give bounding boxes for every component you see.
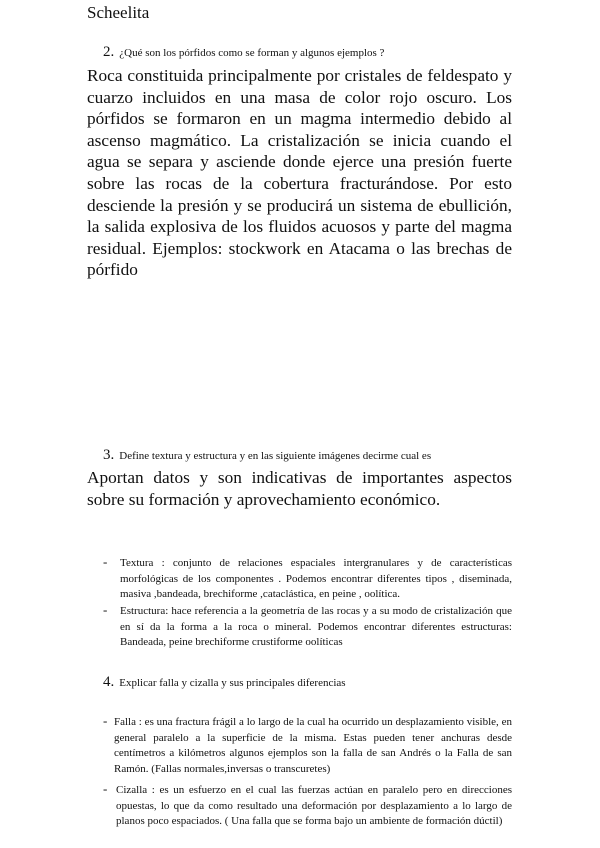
answer-2: Roca constituida principalmente por cristales de feldespato y cuarzo incluidos en una masa de color rojo oscuro. Los pórfidos se formaron en un magma intermedio debido al ascenso magmático. La cristalización se inicia cuando el agua se separa y asciende donde ejerce una presión fuerte sobre las rocas de la cobertura fracturándose. Por esto desciende la presión y se producirá un sistema de ebullición, la salida explosiva de los fluidos acuosos y parte del magma residual. Ejemplos: stockwork en Atacama o las brechas de pórfido	[87, 66, 512, 280]
bullet-mark: -	[103, 781, 108, 796]
bullet-mark: -	[103, 602, 108, 617]
question-4	[103, 674, 346, 691]
question-4-number: 4.	[103, 674, 115, 690]
bullet-estructura: Estructura: hace referencia a la geometría de las rocas y a su modo de cristalización que en sí da la forma a la roca o mineral. Podemos encontrar diferentes estructuras: Bandeada, peine brechiforme crustiforme oolíticas	[120, 605, 512, 648]
question-2	[103, 44, 384, 61]
bullet-textura: Textura : conjunto de relaciones espaciales intergranulares y de características morfológicas de los componentes . Podemos encontrar diferentes tipos , diseminada, masiva ,bandeada, brechiforme ,cataclástica, en peine , oolítica.	[120, 557, 512, 600]
bullet-cizalla: Cizalla : es un esfuerzo en el cual las fuerzas actúan en paralelo pero en direcciones opuestas, lo que da como resultado una deformación por desplazamiento a lo largo de planos poco espaciados. ( Una falla que se forma bajo un ambiente de formación dúctil)	[116, 784, 512, 827]
question-2-text: ¿Qué son los pórfidos como se forman y algunos ejemplos ?	[119, 47, 385, 59]
question-3-text: Define textura y estructura y en las siguiente imágenes decirme cual es	[119, 450, 432, 462]
question-3	[103, 447, 431, 464]
bullet-mark: -	[103, 713, 108, 728]
question-3-number: 3.	[103, 447, 115, 463]
bullet-falla: Falla : es una fractura frágil a lo largo de la cual ha ocurrido un desplazamiento visible, en general paralelo a la superficie de la misma. Estas pueden tener anchuras desde centímetros a kilómetros algunos ejemplos son la falla de san Andrés o la Falla de san Ramón. (Fallas normales,inversas o transcuretes)	[114, 716, 512, 775]
bullet-mark: -	[103, 554, 108, 569]
question-2-number: 2.	[103, 44, 115, 60]
answer-3: Aportan datos y son indicativas de importantes aspectos sobre su formación y aprovechamiento económico.	[87, 468, 512, 509]
heading: Scheelita	[87, 3, 150, 22]
question-4-text: Explicar falla y cizalla y sus principales diferencias	[119, 677, 346, 689]
